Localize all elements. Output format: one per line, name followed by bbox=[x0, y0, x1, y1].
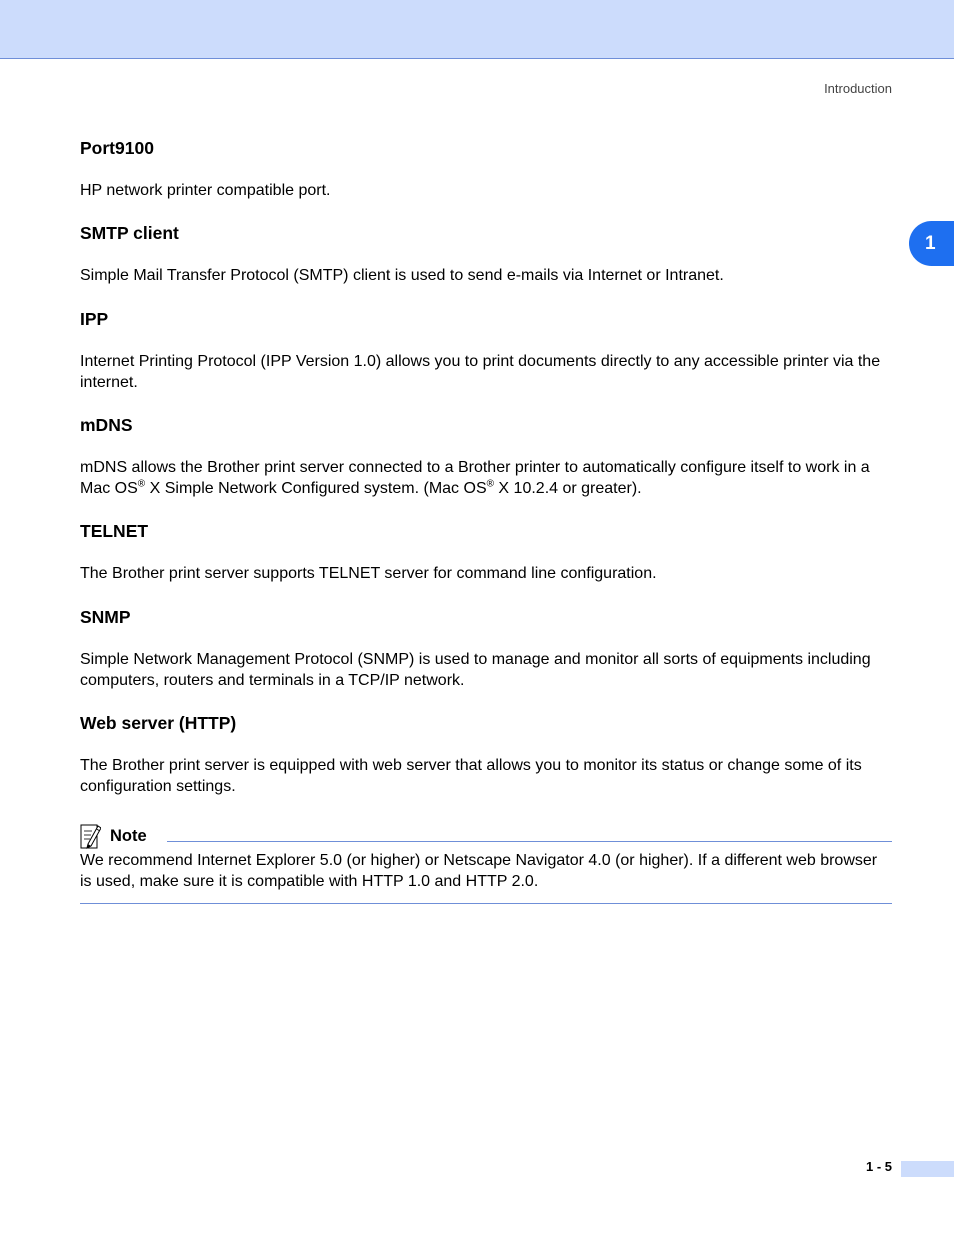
section-text: HP network printer compatible port. bbox=[80, 182, 331, 199]
header-band bbox=[0, 0, 954, 59]
note-label: Note bbox=[110, 827, 147, 845]
footer-bar bbox=[901, 1161, 954, 1177]
section-heading: Port9100 bbox=[80, 138, 154, 158]
page-body bbox=[80, 136, 892, 797]
section-telnet bbox=[80, 519, 892, 605]
section-heading: SNMP bbox=[80, 607, 131, 627]
section-text: Internet Printing Protocol (IPP Version 1.0) allows you to print documents directly to any accessible printer via the internet. bbox=[80, 353, 881, 391]
section-smtp-client bbox=[80, 221, 892, 307]
section-text: mDNS allows the Brother print server connected to a Brother printer to automatically configure itself to work in a Mac OS® X Simple Network Configured system. (Mac OS® X 10.2.4 or greater). bbox=[80, 459, 870, 497]
registered-mark: ® bbox=[137, 478, 146, 490]
note-bottom-rule bbox=[80, 903, 892, 904]
section-text: Simple Network Management Protocol (SNMP) is used to manage and monitor all sorts of equipments including computers, routers and terminals in a TCP/IP network. bbox=[80, 651, 871, 689]
section-mdns bbox=[80, 413, 892, 519]
registered-mark: ® bbox=[486, 478, 494, 490]
running-header: Introduction bbox=[824, 81, 892, 96]
section-web-server bbox=[80, 711, 892, 797]
section-ipp bbox=[80, 307, 892, 413]
note-divider bbox=[167, 841, 892, 842]
chapter-tab: 1 bbox=[909, 221, 954, 266]
section-snmp bbox=[80, 605, 892, 711]
section-heading: IPP bbox=[80, 309, 109, 329]
section-text: Simple Mail Transfer Protocol (SMTP) client is used to send e-mails via Internet or Intranet. bbox=[80, 267, 724, 284]
section-heading: Web server (HTTP) bbox=[80, 713, 237, 733]
section-heading: SMTP client bbox=[80, 223, 179, 243]
page-number: 1 - 5 bbox=[865, 1159, 892, 1174]
section-port9100 bbox=[80, 136, 892, 221]
note-pencil-icon bbox=[80, 822, 101, 850]
section-text: The Brother print server is equipped with web server that allows you to monitor its status or change some of its configuration settings. bbox=[80, 757, 862, 795]
note-header bbox=[80, 820, 892, 856]
note-box bbox=[80, 820, 892, 904]
section-heading: mDNS bbox=[80, 415, 133, 435]
note-text: We recommend Internet Explorer 5.0 (or higher) or Netscape Navigator 4.0 (or higher). If a different web browser is used, make sure it is compatible with HTTP 1.0 and HTTP 2.0. bbox=[80, 852, 878, 890]
section-heading: TELNET bbox=[80, 521, 149, 541]
section-text: The Brother print server supports TELNET server for command line configuration. bbox=[80, 565, 657, 582]
